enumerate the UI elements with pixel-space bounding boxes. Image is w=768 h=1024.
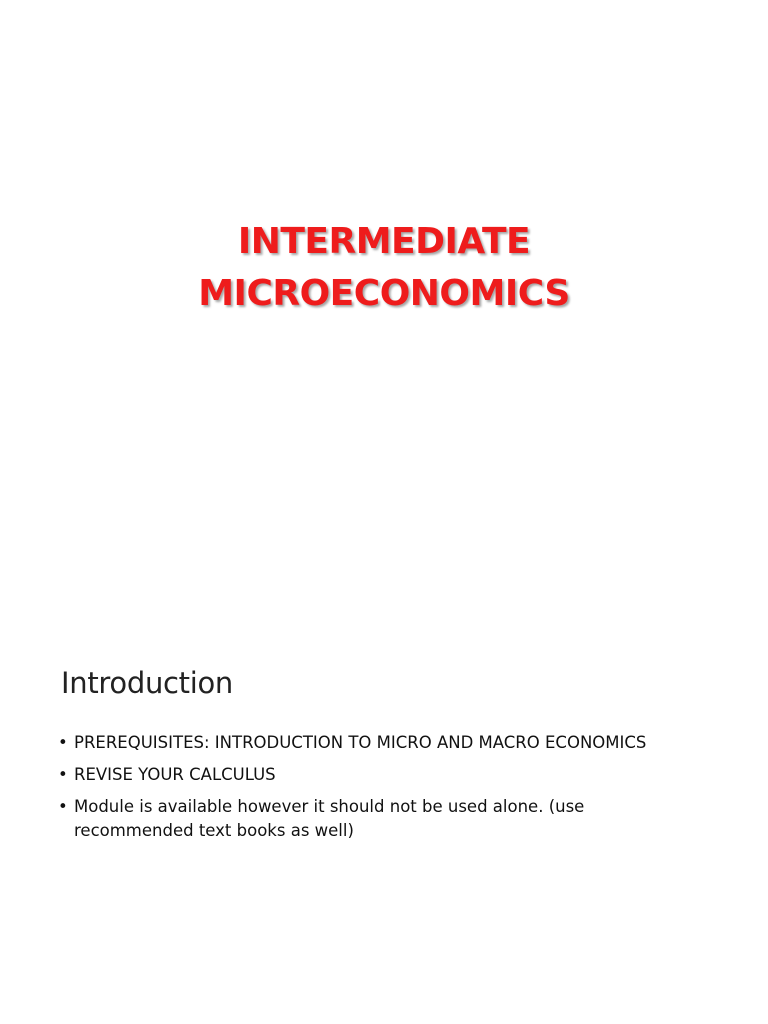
bullet-text: PREREQUISITES: INTRODUCTION TO MICRO AND MACRO ECONOMICS — [74, 733, 647, 752]
bullet-list — [58, 731, 658, 851]
bullet-marker: • — [58, 797, 68, 816]
bullet-marker: • — [58, 733, 68, 752]
main-title-line-1: INTERMEDIATE — [237, 221, 531, 263]
bullet-item — [58, 731, 658, 755]
bullet-item — [58, 763, 658, 787]
main-title-line-2: MICROECONOMICS — [198, 273, 570, 315]
bullet-marker: • — [58, 765, 68, 784]
introduction-slide — [0, 576, 768, 1024]
bullet-item — [58, 795, 658, 843]
intro-heading: Introduction — [61, 666, 234, 701]
main-title — [0, 216, 768, 320]
bullet-text: Module is available however it should not be used alone. (use recommended text books as well) — [74, 797, 585, 840]
bullet-text: REVISE YOUR CALCULUS — [74, 765, 276, 784]
